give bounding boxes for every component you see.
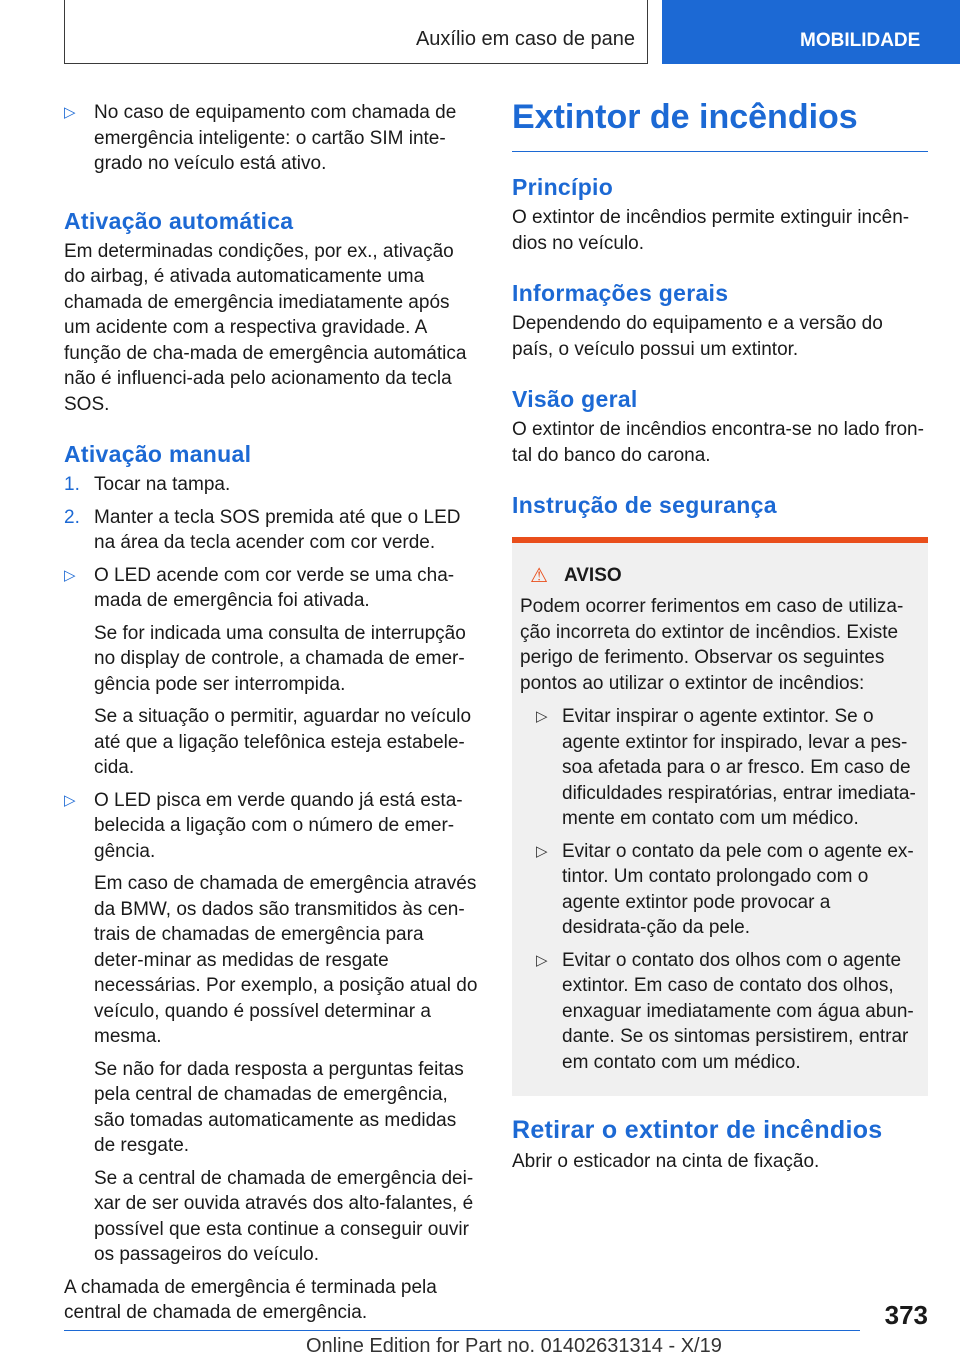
bullet-triangle-icon: ▷ (64, 104, 76, 121)
header-chapter-tab[interactable] (662, 0, 960, 64)
list-item: 2. Manter a tecla SOS premida até que o LED na área da tecla acender com cor verde. (64, 506, 461, 553)
bullet-triangle-icon: ▷ (536, 842, 548, 860)
bullet-triangle-icon: ▷ (64, 791, 76, 809)
right-column (512, 98, 928, 1175)
list-item: ▷ O LED acende com cor verde se uma cha-mada de emergência foi ativada. (64, 564, 455, 611)
sub-paragraph: Em caso de chamada de emergência através da BMW, os dados são transmitidos às cen-trais de chamadas de emergência para deter-minar as medidas de resgate necessárias. Por exemplo, a posição atual do veículo, quando é possível determinar a mesma. (94, 873, 478, 1047)
heading-safety: Instrução de segurança (512, 492, 777, 518)
footer-edition: Online Edition for Part no. 01402631314 - X/19 (306, 1335, 722, 1357)
paragraph-remove: Abrir o esticador na cinta de fixação. (512, 1151, 820, 1172)
heading-general-info: Informações gerais (512, 280, 729, 306)
list-item: ▷ O LED pisca em verde quando já está esta-belecida a ligação com o número de emer-gência. (64, 789, 463, 862)
bullet-triangle-icon: ▷ (64, 566, 76, 584)
sub-paragraph: Se não for dada resposta a perguntas feitas pela central de chamadas de emergência, são tomadas automaticamente as medidas de resgate. (94, 1058, 464, 1156)
list-item: ▷ Evitar o contato dos olhos com o agente extintor. Em caso de contato dos olhos, enxaguar imediatamente com água abun-dante. Se os sintomas persistirem, entrar em contato com um médico. (536, 949, 914, 1073)
heading-remove: Retirar o extintor de incêndios (512, 1116, 883, 1144)
heading-principle: Princípio (512, 174, 614, 200)
warning-triangle-icon: ⚠ (530, 565, 548, 587)
bullet-triangle-icon: ▷ (536, 708, 548, 725)
warning-text: Podem ocorrer ferimentos em caso de utiliza-ção incorreta do extintor de incêndios. Existe perigo de ferimento. Observar os seguintes pontos ao utilizar o extintor de incêndios: (520, 596, 904, 694)
heading-auto-activation: Ativação automática (64, 207, 294, 234)
sub-paragraph: Se a situação o permitir, aguardar no veículo até que a ligação telefônica esteja estabele-cida. (94, 706, 472, 778)
header-chapter-label: MOBILIDADE (800, 30, 921, 51)
sub-paragraph: Se a central de chamada de emergência dei-xar de ser ouvida através dos alto-falantes, é possível que esta continue a conseguir ouvir os passageiros do veículo. (94, 1167, 474, 1265)
heading-manual-activation: Ativação manual (64, 441, 252, 467)
page-number: 373 (884, 1300, 928, 1330)
warning-title: ⚠ AVISO (530, 564, 622, 587)
header-section-box (64, 0, 648, 64)
heading-overview: Visão geral (512, 386, 638, 412)
list-item: 1. Tocar na tampa. (64, 474, 231, 495)
warning-box (512, 537, 928, 1096)
list-item: ▷ Evitar o contato da pele com o agente ex-tintor. Um contato prolongado com o agente extintor pode provocar a desidrata-ção da pele. (536, 840, 914, 938)
paragraph-principle: O extintor de incêndios permite extinguir incên-dios no veículo. (512, 207, 910, 254)
list-item: ▷ Evitar inspirar o agente extintor. Se o agente extintor for inspirado, levar a pes-soa afetada para o ar fresco. Em caso de dificuldades respiratórias, entrar imediata-mente em contato com um médico. (536, 706, 916, 829)
header-section-title: Auxílio em caso de pane (415, 28, 635, 50)
page-title: Extintor de incêndios (512, 98, 928, 152)
left-column (64, 100, 478, 1326)
paragraph-overview: O extintor de incêndios encontra-se no lado fron-tal do banco do carona. (512, 419, 924, 466)
bullet-triangle-icon: ▷ (536, 951, 548, 969)
footer-divider (64, 1330, 860, 1331)
paragraph-general-info: Dependendo do equipamento e a versão do país, o veículo possui um extintor. (512, 313, 883, 360)
sub-paragraph: Se for indicada uma consulta de interrupção no display de controle, a chamada de emer-gência pode ser interrompida. (94, 622, 466, 695)
paragraph-closing: A chamada de emergência é terminada pela central de chamada de emergência. (64, 1276, 437, 1323)
paragraph-auto-activation: Em determinadas condições, por ex., ativação do airbag, é ativada automaticamente uma chamada de emergência imediatamente após um acidente com a respectiva gravidade. A função de cha-mada de emergência automática não é influenci-ada pelo acionamento da tecla SOS. (64, 240, 467, 415)
list-item: ▷ No caso de equipamento com chamada de emergência inteligente: o cartão SIM inte-grado no veículo está ativo. (64, 102, 457, 174)
